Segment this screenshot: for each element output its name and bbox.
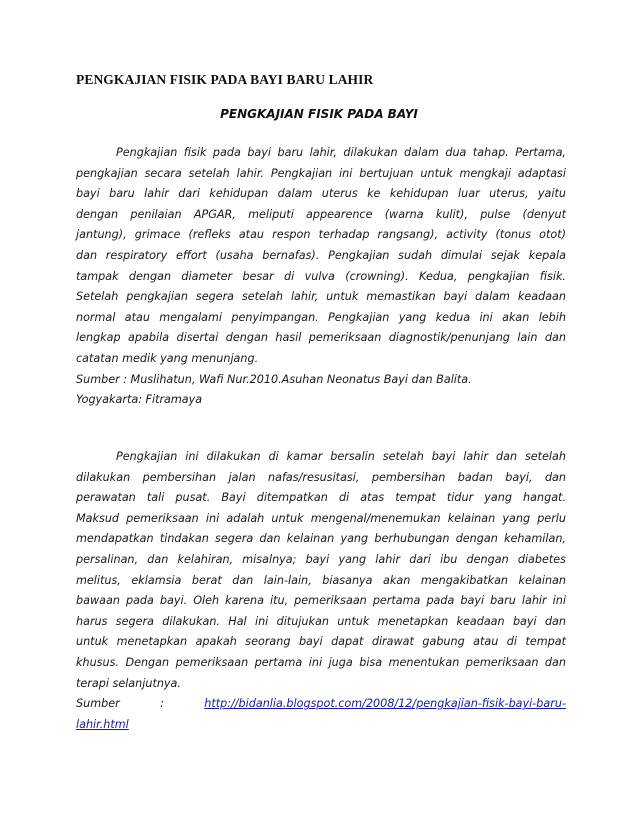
paragraph-line: khusus. Dengan pemeriksaan pertama ini juga bisa menentukan pemeriksaan dan <box>76 655 566 669</box>
paragraph-line: Setelah pengkajian segera setelah lahir, untuk memastikan bayi dalam keadaan <box>76 290 566 304</box>
source-citation-1-cont: Yogyakarta: Fitramaya <box>76 393 203 407</box>
paragraph-line: harus segera dilakukan. Hal ini ditujukan untuk menetapkan keadaan bayi dan <box>76 614 566 628</box>
paragraph-line: mendapatkan tindakan segera dan kelainan yang berhubungan dengan kehamilan, <box>76 532 566 546</box>
paragraph-line: tampak dengan diameter besar di vulva (crowning). Kedua, pengkajian fisik. <box>76 269 566 283</box>
source-label: Sumber : <box>76 697 205 711</box>
paragraph-line: terapi selanjutnya. <box>76 676 181 690</box>
source-link-cont[interactable]: lahir.html <box>76 717 129 731</box>
paragraph-line: normal atau mengalami penyimpangan. Pengkajian yang kedua ini akan lebih <box>76 310 566 324</box>
paragraph-line: pengkajian secara setelah lahir. Pengkajian ini bertujuan untuk mengkaji adaptasi <box>76 166 566 180</box>
paragraph-line: persalinan, dan kelahiran, misalnya; bayi yang lahir dari ibu dengan diabetes <box>76 552 566 566</box>
paragraph-line: catatan medik yang menunjang. <box>76 351 259 365</box>
source-citation-2-cont <box>76 715 566 736</box>
paragraph-line: dengan penilaian APGAR, meliputi appearence (warna kulit), pulse (denyut <box>76 207 566 221</box>
paragraph-1 <box>76 143 566 411</box>
paragraph-line: dan respiratory effort (usaha bernafas). Pengkajian sudah dimulai sejak kepala <box>76 248 566 262</box>
paragraph-line: Pengkajian fisik pada bayi baru lahir, dilakukan dalam dua tahap. Pertama, <box>116 146 566 159</box>
paragraph-line: jantung), grimace (refleks atau respon terhadap rangsang), activity (tonus otot) <box>76 228 566 242</box>
paragraph-line: lengkap apabila disertai dengan hasil pemeriksaan diagnostik/penunjang lain dan <box>76 331 566 345</box>
paragraph-line: Maksud pemeriksaan ini adalah untuk mengenal/menemukan kelainan yang perlu <box>76 511 566 525</box>
source-citation-2 <box>76 694 566 715</box>
source-link[interactable]: http://bidanlia.blogspot.com/2008/12/pengkajian-fisik-bayi-baru- <box>204 697 566 711</box>
section-heading: PENGKAJIAN FISIK PADA BAYI <box>220 107 418 121</box>
document-title: PENGKAJIAN FISIK PADA BAYI BARU LAHIR <box>76 72 374 87</box>
paragraph-line: bawaan pada bayi. Oleh karena itu, pemeriksaan pertama pada bayi baru lahir ini <box>76 594 566 608</box>
paragraph-line: perawatan tali pusat. Bayi ditempatkan di atas tempat tidur yang hangat. <box>76 491 566 505</box>
paragraph-line: untuk menetapkan apakah seorang bayi dapat dirawat gabung atau di tempat <box>76 635 566 649</box>
paragraph-2 <box>76 447 566 735</box>
paragraph-line: Pengkajian ini dilakukan di kamar bersalin setelah bayi lahir dan setelah <box>116 450 566 463</box>
paragraph-line: melitus, eklamsia berat dan lain-lain, biasanya akan mengakibatkan kelainan <box>76 573 566 587</box>
paragraph-line: bayi baru lahir dari kehidupan dalam uterus ke kehidupan luar uterus, yaitu <box>76 187 566 201</box>
source-citation-1: Sumber : Muslihatun, Wafi Nur.2010.Asuhan Neonatus Bayi dan Balita. <box>76 372 472 386</box>
paragraph-line: dilakukan pembersihan jalan nafas/resusitasi, pembersihan badan bayi, dan <box>76 470 566 484</box>
